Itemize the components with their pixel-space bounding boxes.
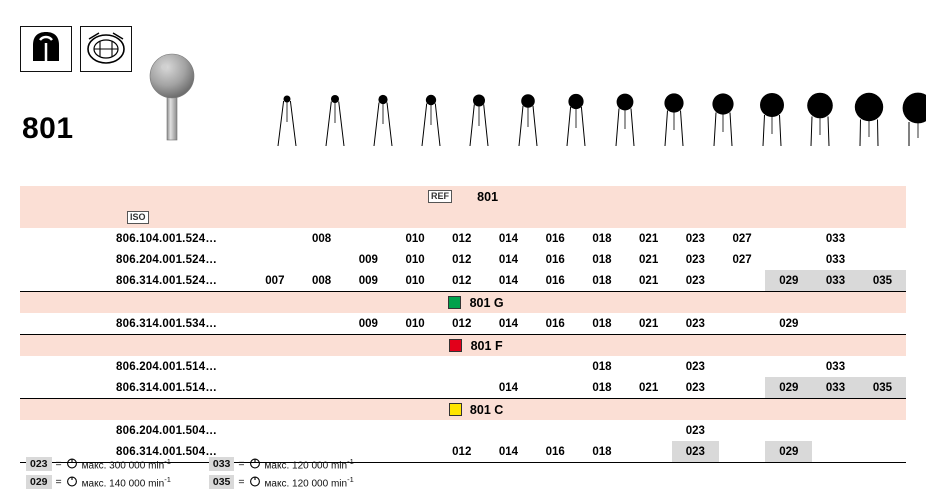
footnote-code: 035 [209, 475, 235, 489]
cell-014: 014 [485, 270, 532, 292]
iso-code: 806.204.001.514… [82, 356, 252, 377]
cell-018: 018 [579, 377, 626, 399]
cell-021: 021 [625, 249, 672, 270]
footnote-text: макс. 120 000 $\min^{-1}$ [264, 474, 354, 490]
grit-group-label: 801 C [469, 402, 504, 417]
cell-009: 009 [345, 249, 392, 270]
cell-029: 029 [765, 441, 812, 463]
cell-035: 035 [859, 270, 906, 292]
table-row [20, 420, 906, 441]
cell-007 [252, 228, 299, 249]
cell-014: 014 [485, 313, 532, 335]
footnotes [26, 455, 906, 491]
bur-shape-icon [20, 26, 72, 72]
cell-007 [252, 356, 299, 377]
iso-cell [20, 207, 252, 228]
cell-010 [392, 356, 439, 377]
bur-size-021 [654, 92, 694, 150]
speed-icon [66, 457, 78, 472]
cell-012: 012 [438, 228, 485, 249]
grit-group-cell [20, 292, 906, 314]
table-ref-row [20, 186, 906, 207]
table-row [20, 228, 906, 249]
ref-badge: REF [428, 190, 452, 203]
table-row [20, 249, 906, 270]
product-header [0, 0, 926, 172]
cell-016: 016 [532, 441, 579, 463]
cell-033: 033 [812, 377, 859, 399]
cell-014: 014 [485, 228, 532, 249]
cell-027: 027 [719, 228, 766, 249]
cell-012 [438, 377, 485, 399]
cell-035 [859, 249, 906, 270]
cell-008 [298, 420, 345, 441]
cell-023: 023 [672, 420, 719, 441]
cell-029 [765, 420, 812, 441]
bur-size-012 [462, 92, 496, 150]
cell-029 [765, 249, 812, 270]
speed-icon [249, 475, 261, 490]
bur-size-009 [366, 92, 400, 150]
cell-007 [252, 377, 299, 399]
grit-group-label: 801 G [469, 295, 504, 310]
cell-009: 009 [345, 313, 392, 335]
footnote-029 [26, 475, 171, 490]
bur-size-023 [702, 92, 744, 150]
cell-008: 008 [298, 228, 345, 249]
cell-018: 018 [579, 356, 626, 377]
footnote-033 [209, 457, 354, 472]
cell-027 [719, 377, 766, 399]
speed-icon [249, 457, 261, 472]
cell-018: 018 [579, 228, 626, 249]
bur-size-033 [846, 92, 892, 150]
cell-035 [859, 228, 906, 249]
cell-018: 018 [579, 441, 626, 463]
cell-033: 033 [812, 249, 859, 270]
cell-027 [719, 270, 766, 292]
footnote-code: 023 [26, 457, 52, 471]
cell-021: 021 [625, 313, 672, 335]
cell-033: 033 [812, 228, 859, 249]
cell-012: 012 [438, 249, 485, 270]
cell-016: 016 [532, 313, 579, 335]
footnote-035 [209, 475, 354, 490]
footnote-text: макс. 140 000 $\min^{-1}$ [81, 474, 171, 490]
cell-014: 014 [485, 249, 532, 270]
cell-010 [392, 420, 439, 441]
cell-009 [345, 228, 392, 249]
cell-021: 021 [625, 270, 672, 292]
cell-007: 007 [252, 270, 299, 292]
cell-016 [532, 356, 579, 377]
cell-018: 018 [579, 249, 626, 270]
bur-size-007 [270, 92, 304, 150]
table-row [20, 356, 906, 377]
cell-016: 016 [532, 228, 579, 249]
footnote-code: 029 [26, 475, 52, 489]
cell-012: 012 [438, 313, 485, 335]
cell-008 [298, 356, 345, 377]
cell-035 [859, 356, 906, 377]
cell-008 [298, 377, 345, 399]
cell-012: 012 [438, 441, 485, 463]
cell-010 [392, 377, 439, 399]
cell-010: 010 [392, 228, 439, 249]
cell-016: 016 [532, 270, 579, 292]
grit-group-label: 801 F [470, 338, 503, 353]
bur-size-018 [606, 92, 644, 150]
footnote-row [26, 455, 906, 473]
footnote-code: 033 [209, 457, 235, 471]
grit-group-header [20, 399, 906, 421]
bur-size-035 [894, 92, 926, 150]
bur-size-029 [798, 92, 842, 150]
footnote-equals: = [238, 476, 245, 488]
cell-023: 023 [672, 249, 719, 270]
bur-illustration-row [130, 20, 916, 160]
footnote-equals: = [55, 458, 62, 470]
cell-009: 009 [345, 270, 392, 292]
iso-code: 806.204.001.504… [82, 420, 252, 441]
cell-012: 012 [438, 270, 485, 292]
grit-color-swatch [449, 403, 462, 416]
cell-014 [485, 356, 532, 377]
cell-027 [719, 356, 766, 377]
ref-value: 801 [477, 189, 499, 204]
iso-code: 806.204.001.524… [82, 249, 252, 270]
iso-badge: ISO [127, 211, 149, 224]
footnote-text: макс. 120 000 $\min^{-1}$ [264, 456, 354, 472]
cell-021: 021 [625, 377, 672, 399]
cell-016 [532, 377, 579, 399]
footnote-equals: = [238, 458, 245, 470]
speed-icon [66, 475, 78, 490]
cell-023: 023 [672, 356, 719, 377]
cell-023: 023 [672, 270, 719, 292]
cell-016: 016 [532, 249, 579, 270]
grit-group-cell [20, 335, 906, 357]
table-row [20, 270, 906, 292]
iso-code: 806.314.001.534… [82, 313, 252, 335]
cell-008: 008 [298, 270, 345, 292]
cell-029: 029 [765, 270, 812, 292]
cell-029 [765, 228, 812, 249]
cell-009 [345, 420, 392, 441]
cell-029: 029 [765, 377, 812, 399]
cell-010: 010 [392, 249, 439, 270]
footnote-023 [26, 457, 171, 472]
tooth-application-icon [80, 26, 132, 72]
cell-009 [345, 356, 392, 377]
footnote-row [26, 473, 906, 491]
sizes-table [20, 186, 906, 463]
iso-code: 806.314.001.524… [82, 270, 252, 292]
grit-color-swatch [449, 339, 462, 352]
cell-021: 021 [625, 228, 672, 249]
bur-size-010 [414, 92, 448, 150]
cell-012 [438, 356, 485, 377]
cell-009 [345, 377, 392, 399]
grit-color-swatch [448, 296, 461, 309]
grit-group-cell [20, 399, 906, 421]
cell-008 [298, 313, 345, 335]
cell-033 [812, 420, 859, 441]
cell-027 [719, 313, 766, 335]
cell-023: 023 [672, 313, 719, 335]
cell-012 [438, 420, 485, 441]
cell-023: 023 [672, 441, 719, 463]
cell-008 [298, 249, 345, 270]
cell-018: 018 [579, 313, 626, 335]
table-row [20, 313, 906, 335]
iso-code: 806.104.001.524… [82, 228, 252, 249]
cell-029: 029 [765, 313, 812, 335]
cell-033 [812, 313, 859, 335]
bur-size-016 [558, 92, 594, 150]
cell-014: 014 [485, 441, 532, 463]
cell-007 [252, 249, 299, 270]
cell-007 [252, 420, 299, 441]
bur-illustration-main [148, 52, 196, 142]
cell-029 [765, 356, 812, 377]
cell-027: 027 [719, 249, 766, 270]
cell-023: 023 [672, 228, 719, 249]
cell-035 [859, 313, 906, 335]
bur-size-014 [510, 92, 546, 150]
cell-018 [579, 420, 626, 441]
ref-cell [20, 186, 906, 207]
cell-035 [859, 420, 906, 441]
bur-size-008 [318, 92, 352, 150]
table-row [20, 377, 906, 399]
cell-021 [625, 420, 672, 441]
cell-021 [625, 356, 672, 377]
footnote-equals: = [55, 476, 62, 488]
cell-010: 010 [392, 270, 439, 292]
cell-033: 033 [812, 356, 859, 377]
cell-023: 023 [672, 377, 719, 399]
cell-010: 010 [392, 313, 439, 335]
iso-code: 806.314.001.504… [82, 441, 252, 463]
cell-016 [532, 420, 579, 441]
cell-027 [719, 420, 766, 441]
cell-007 [252, 313, 299, 335]
cell-018: 018 [579, 270, 626, 292]
iso-code: 806.314.001.514… [82, 377, 252, 399]
cell-033: 033 [812, 270, 859, 292]
grit-group-header [20, 292, 906, 314]
footnote-text: макс. 300 000 $\min^{-1}$ [81, 456, 171, 472]
cell-014: 014 [485, 377, 532, 399]
grit-group-header [20, 335, 906, 357]
cell-014 [485, 420, 532, 441]
table-row [20, 207, 906, 228]
cell-035: 035 [859, 377, 906, 399]
bur-size-027 [750, 92, 794, 150]
page-title: 801 [22, 112, 74, 145]
